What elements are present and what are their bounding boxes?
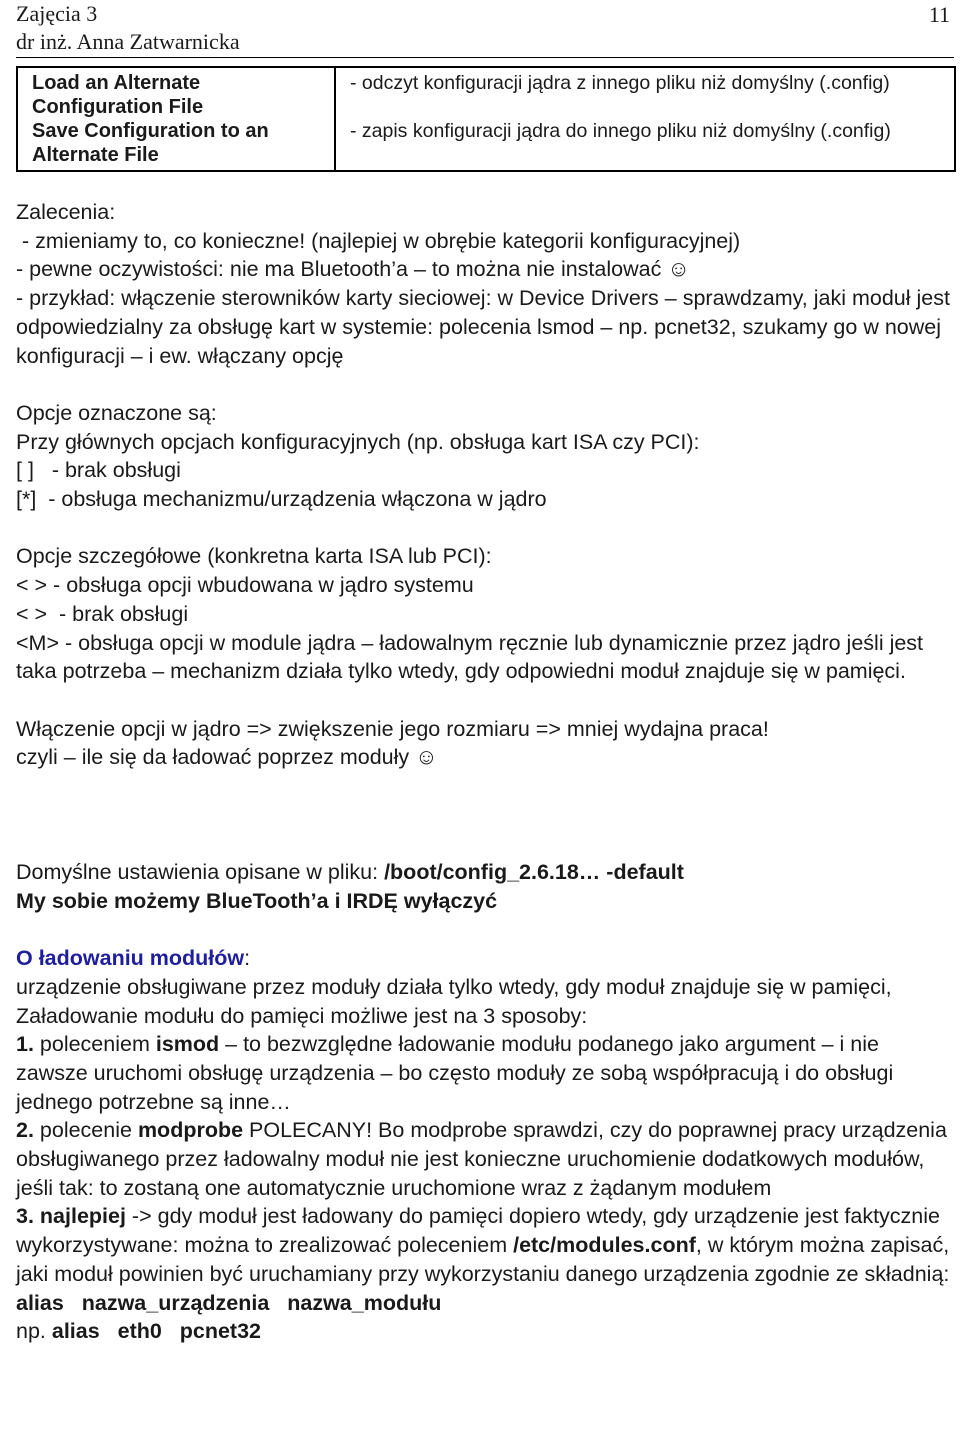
item-text: – to bezwzględne ładowanie modułu podanego jako argument – i nie zawsze uruchomi obsługę urządzenia – bo często moduły ze sobą współpracują i do obsługi jednego potrzebne są inne… [16, 1032, 894, 1114]
page-number: 11 [928, 2, 950, 27]
bold-note: My sobie możemy BlueTooth’a i IRDĘ wyłączyć [16, 888, 498, 913]
paragraph: Włączenie opcji w jądro => zwiększenie jego rozmiaru => mniej wydajna praca! [16, 716, 769, 741]
document-body [16, 198, 951, 1346]
paragraph-text: - pewne oczywistości: nie ma Bluetooth’a – to można nie instalować [16, 257, 662, 282]
paragraph-text: czyli – ile się da ładować poprzez moduły [16, 745, 410, 770]
paragraph [16, 858, 951, 887]
config-path: /boot/config_2.6.18… -default [384, 860, 684, 885]
option-line: Load an Alternate [32, 72, 201, 94]
description-load: - odczyt konfiguracji jądra z innego pliku niż domyślny (.config) [350, 72, 890, 94]
section-heading-opcje: Opcje oznaczone są: [16, 400, 217, 425]
paragraph: Przy głównych opcjach konfiguracyjnych (np. obsługa kart ISA czy PCI): [16, 429, 700, 454]
config-table [16, 66, 956, 172]
paragraph: urządzenie obsługiwane przez moduły działa tylko wtedy, gdy moduł znajduje się w pamięci, [16, 974, 892, 999]
page-header [16, 0, 954, 58]
list-item: [ ] - brak obsługi [16, 458, 181, 483]
item-number: 1. [16, 1032, 34, 1057]
command-name: ismod [155, 1032, 220, 1057]
list-item: <M> - obsługa opcji w module jądra – ładowalnym ręcznie lub dynamicznie przez jądro jeśli jest taka potrzeba – mechanizm działa tylko wtedy, gdy odpowiedni moduł znajduje się w pamięci. [16, 630, 924, 684]
section-heading-szczegolowe: Opcje szczegółowe (konkretna karta ISA lub PCI): [16, 544, 492, 569]
example-line [16, 1317, 951, 1346]
command-name: modprobe [137, 1118, 244, 1143]
paragraph: Załadowanie modułu do pamięci możliwe jest na 3 sposoby: [16, 1003, 588, 1028]
item-text: POLECANY! Bo modprobe sprawdzi, czy do poprawnej pracy urządzenia obsługiwanego przez ładowalny moduł nie jest konieczne uruchomienie dodatkowych modułów, jeśli tak: to zostaną one automatycznie uruchomione wraz z żądanym modułem [16, 1118, 947, 1200]
list-item [16, 1202, 951, 1288]
item-number: 2. [16, 1118, 34, 1143]
table-row [17, 67, 955, 171]
paragraph-text: Domyślne ustawienia opisane w pliku: [16, 860, 385, 885]
paragraph: - przykład: włączenie sterowników karty sieciowej: w Device Drivers – sprawdzamy, jaki moduł jest odpowiedzialny za obsługę kart w systemie: polecenia lsmod – np. pcnet32, szukamy go w nowej konfiguracji – i ew. włączany opcję [16, 286, 950, 368]
list-item: < > - brak obsługi [16, 601, 189, 626]
list-item: [*] - obsługa mechanizmu/urządzenia włączona w jądro [16, 487, 547, 512]
paragraph [16, 255, 951, 284]
item-text: -> gdy moduł jest ładowany do pamięci dopiero wtedy, gdy urządzenie jest faktycznie wykorzystywane: można to zrealizować poleceniem [16, 1204, 941, 1258]
syntax-line [16, 1289, 951, 1318]
list-item: < > - obsługa opcji wbudowana w jądro systemu [16, 573, 474, 598]
table-cell-options [17, 67, 335, 171]
paragraph [16, 887, 951, 916]
item-number: 3. [16, 1204, 34, 1229]
item-text: , w którym można zapisać, jaki moduł powinien być uruchamiany przy wykorzystaniu danego urządzenia zgodnie ze składnią: [16, 1233, 950, 1286]
paragraph [16, 743, 951, 772]
example-prefix: np. [16, 1319, 52, 1344]
smiley-icon: ☺ [667, 256, 690, 282]
table-cell-descriptions [335, 67, 955, 171]
example-command: alias eth0 pcnet32 [51, 1319, 261, 1344]
paragraph: - zmieniamy to, co konieczne! (najlepiej w obrębie kategorii konfiguracyjnej) [22, 228, 741, 253]
list-item [16, 1030, 951, 1116]
list-item [16, 1116, 951, 1202]
header-author: dr inż. Anna Zatwarnicka [16, 29, 240, 54]
smiley-icon: ☺ [415, 744, 438, 770]
section-heading-zalecenia: Zalecenia: [16, 200, 116, 224]
option-line: Alternate File [32, 144, 159, 166]
option-line: Save Configuration to an [32, 120, 269, 142]
header-title: Zajęcia 3 [16, 1, 98, 26]
option-line: Configuration File [32, 96, 204, 118]
syntax-text: alias nazwa_urządzenia nazwa_modułu [16, 1290, 442, 1315]
config-path: /etc/modules.conf [513, 1233, 696, 1258]
paragraph [16, 944, 951, 973]
heading-colon: : [244, 946, 251, 971]
item-text: poleceniem [33, 1032, 156, 1057]
command-name: najlepiej [33, 1204, 126, 1229]
item-text: polecenie [33, 1118, 138, 1143]
section-heading-ladowanie: O ładowaniu modułów [16, 946, 245, 971]
description-save: - zapis konfiguracji jądra do innego pliku niż domyślny (.config) [350, 120, 891, 142]
